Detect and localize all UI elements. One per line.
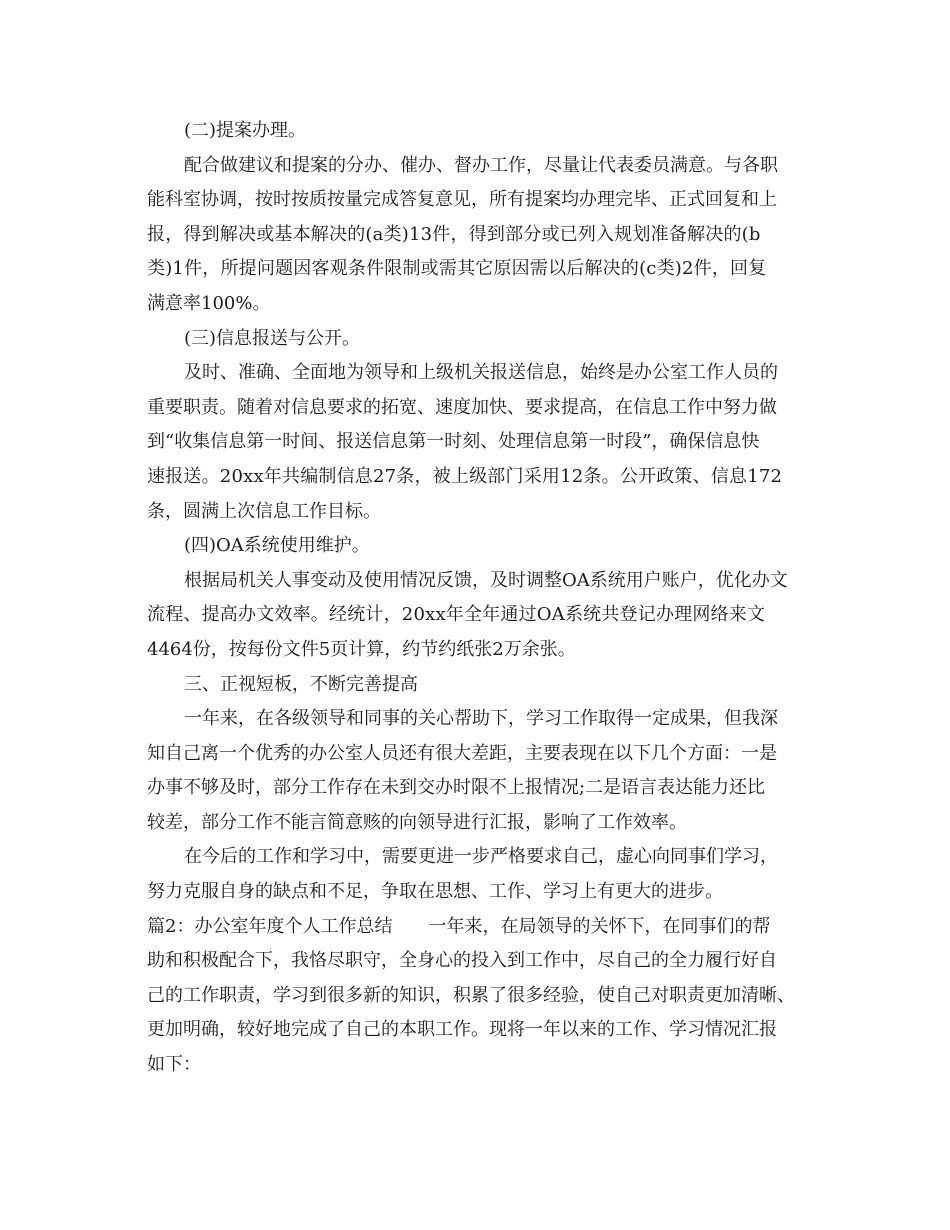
paragraph-line: 重要职责。随着对信息要求的拓宽、速度加快、要求提高，在信息工作中努力做: [147, 396, 777, 418]
paragraph-line: 较差，部分工作不能言简意赅的向领导进行汇报，影响了工作效率。: [147, 811, 687, 833]
paragraph-line: 报，得到解决或基本解决的(a类)13件，得到部分或已列入规划准备解决的(b: [147, 223, 761, 245]
paragraph-line: 类)1件，所提问题因客观条件限制或需其它原因需以后解决的(c类)2件，回复: [147, 258, 767, 280]
paragraph-line: 条，圆满上次信息工作目标。: [147, 500, 381, 522]
paragraph-line: 办事不够及时，部分工作存在未到交办时限不上报情况;二是语言表达能力还比: [147, 777, 766, 799]
paragraph-line: 己的工作职责，学习到很多新的知识，积累了很多经验，使自己对职责更加清晰、: [147, 984, 795, 1006]
paragraph-line: 4464份，按每份文件5页计算，约节约纸张2万余张。: [147, 638, 576, 660]
paragraph-line: 速报送。20xx年共编制信息27条，被上级部门采用12条。公开政策、信息172: [147, 465, 783, 487]
paragraph-line: 努力克服自身的缺点和不足，争取在思想、工作、学习上有更大的进步。: [147, 881, 723, 903]
section-heading: (二)提案办理。: [184, 120, 307, 141]
paragraph-line: 及时、准确、全面地为领导和上级机关报送信息，始终是办公室工作人员的: [184, 362, 778, 384]
paragraph-line: 根据局机关人事变动及使用情况反馈，及时调整OA系统用户账户，优化办文: [184, 569, 788, 591]
article-title-line: 篇2：办公室年度个人工作总结 一年来，在局领导的关怀下，在同事们的帮: [147, 915, 771, 937]
paragraph-line: 一年来，在各级领导和同事的关心帮助下，学习工作取得一定成果，但我深: [184, 708, 778, 730]
paragraph-line: 如下：: [147, 1054, 201, 1076]
paragraph-line: 在今后的工作和学习中，需要更进一步严格要求自己，虚心向同事们学习，: [184, 846, 778, 868]
paragraph-line: 助和积极配合下，我恪尽职守，全身心的投入到工作中，尽自己的全力履行好自: [147, 950, 777, 972]
paragraph-line: 更加明确，较好地完成了自己的本职工作。现将一年以来的工作、学习情况汇报: [147, 1019, 777, 1041]
paragraph-line: 到“收集信息第一时间、报送信息第一时刻、处理信息第一时段”，确保信息快: [147, 431, 760, 453]
section-heading: (三)信息报送与公开。: [184, 327, 361, 349]
section-heading: (四)OA系统使用维护。: [184, 535, 370, 557]
section-heading: 三、正视短板，不断完善提高: [184, 673, 418, 695]
paragraph-line: 知自己离一个优秀的办公室人员还有很大差距，主要表现在以下几个方面：一是: [147, 742, 777, 764]
paragraph-line: 能科室协调，按时按质按量完成答复意见，所有提案均办理完毕、正式回复和上: [147, 189, 777, 211]
document-body: [147, 114, 815, 1083]
paragraph-line: 配合做建议和提案的分办、催办、督办工作，尽量让代表委员满意。与各职: [184, 154, 778, 176]
paragraph-line: 流程、提高办文效率。经统计，20xx年全年通过OA系统共登记办理网络来文: [147, 604, 766, 626]
paragraph-line: 满意率100%。: [147, 292, 271, 314]
